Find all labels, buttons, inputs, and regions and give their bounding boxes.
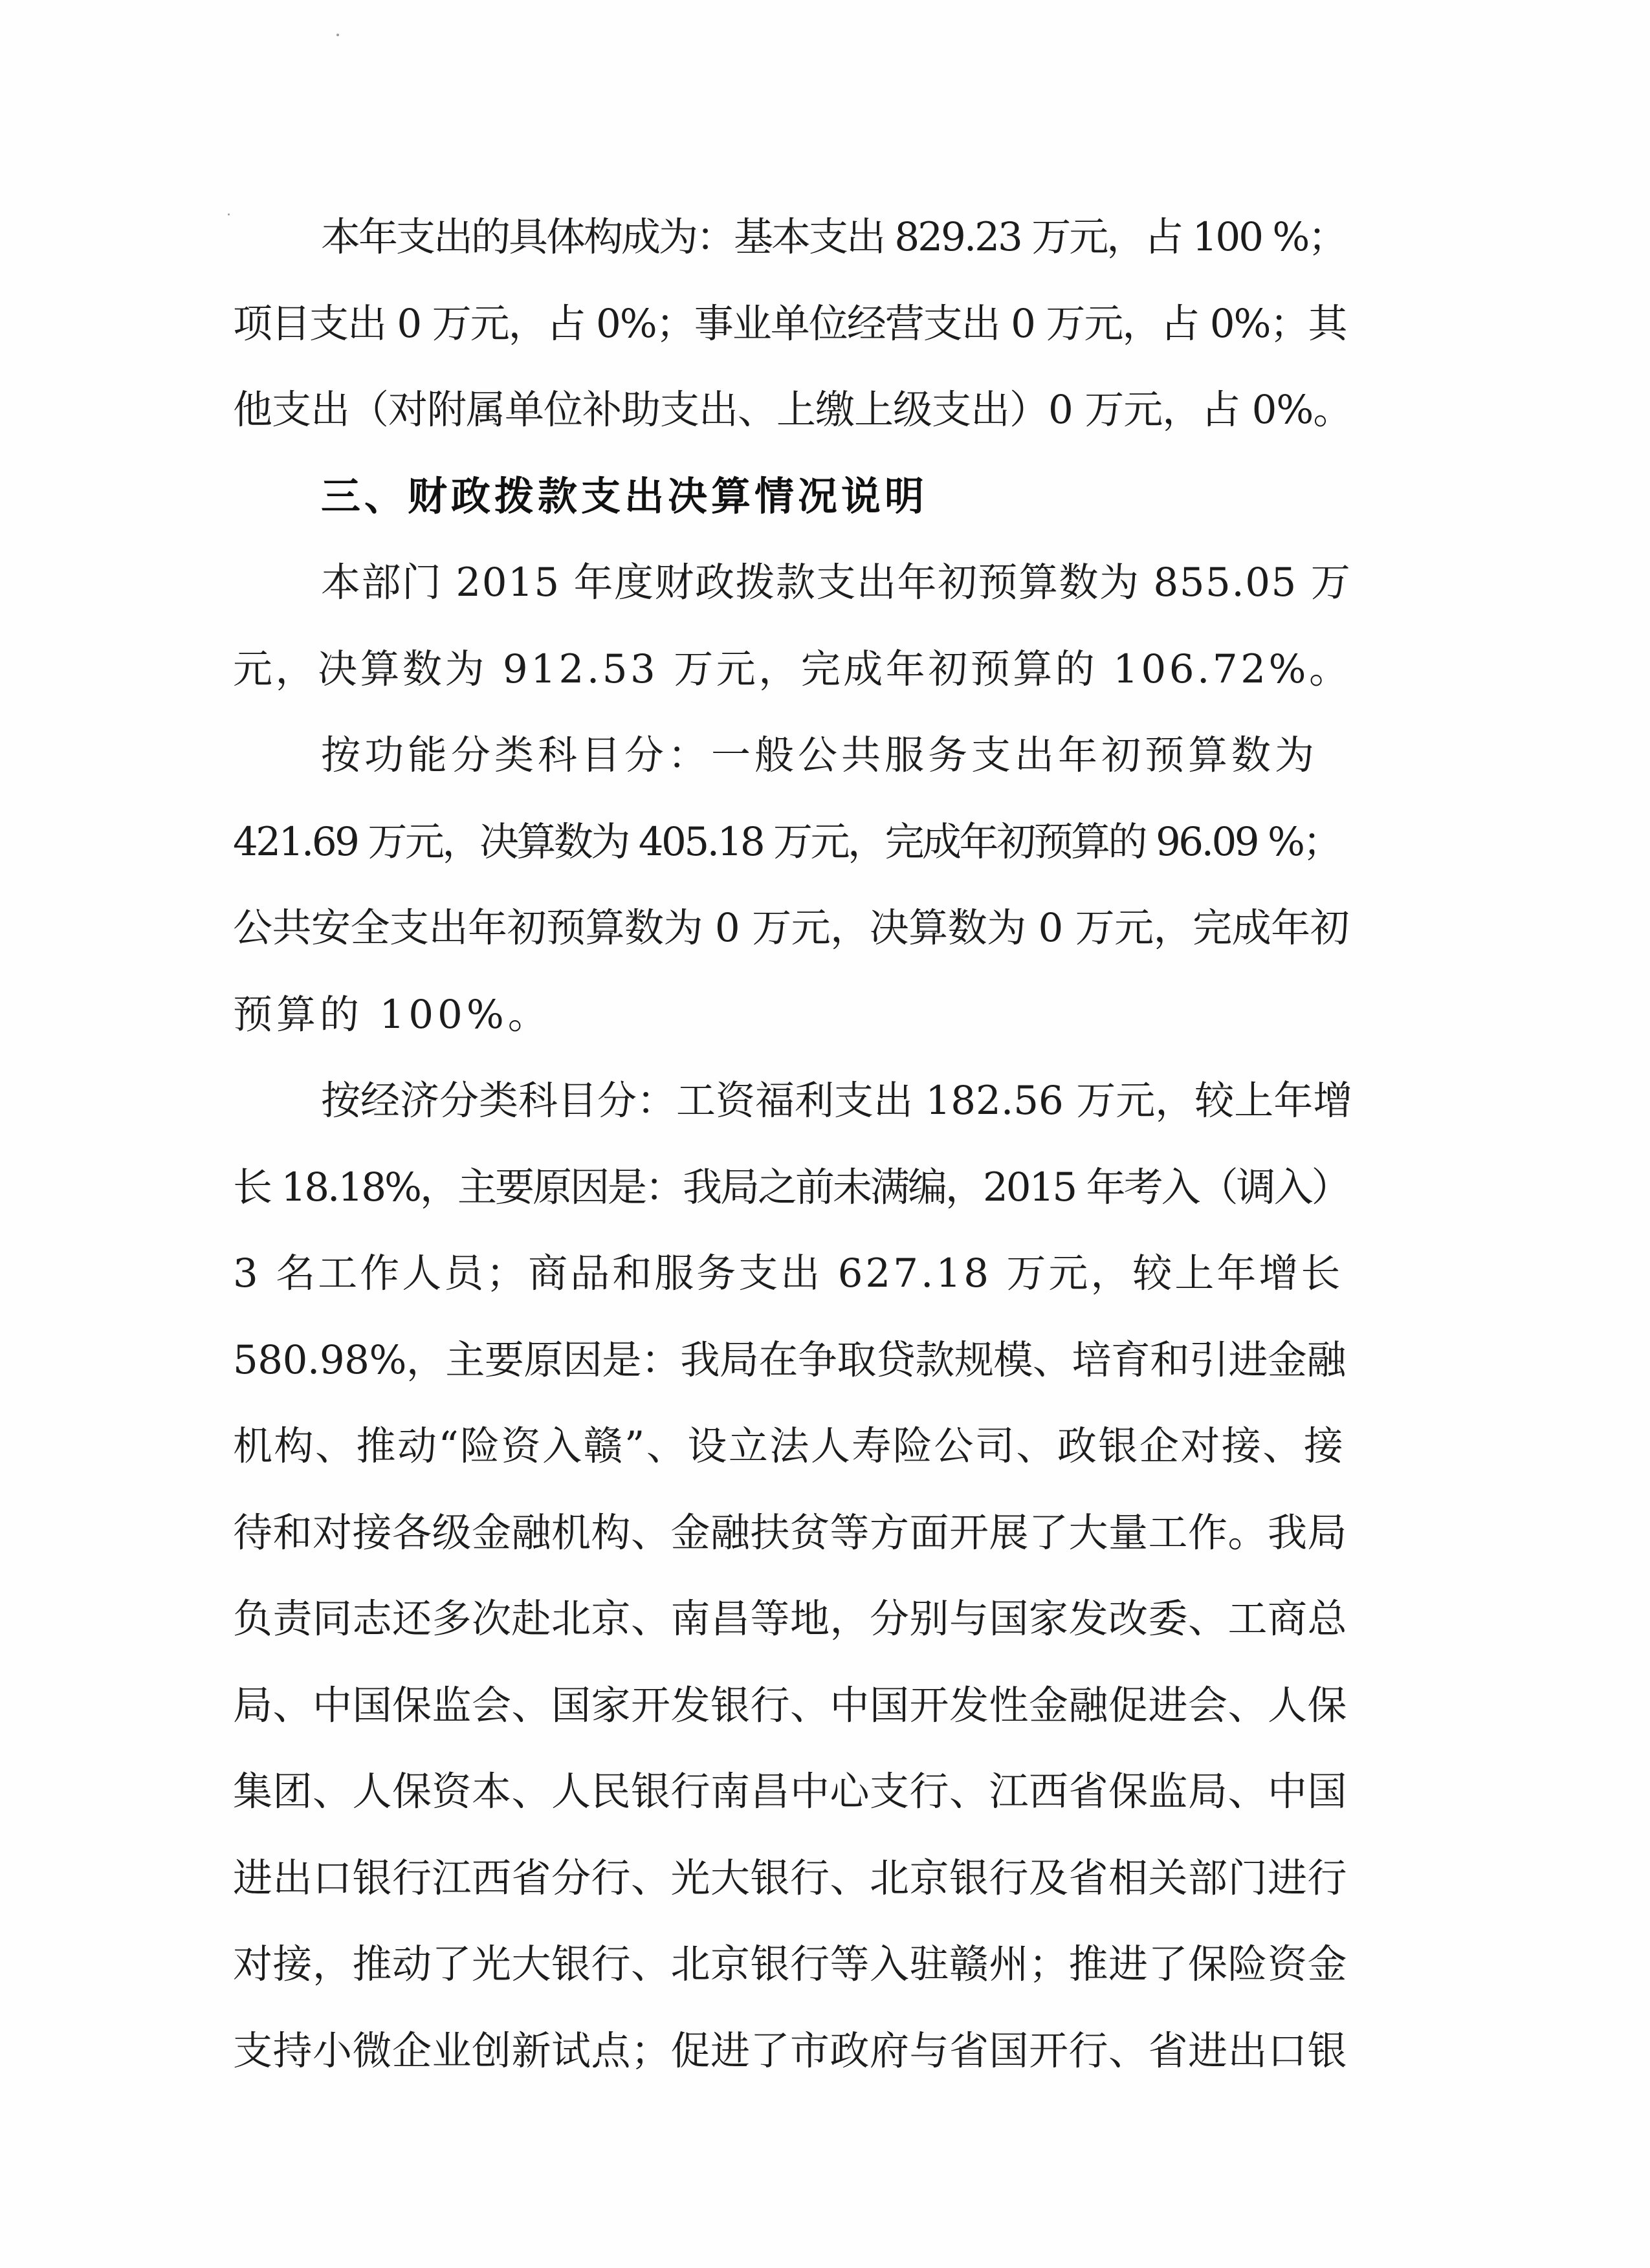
paragraph-line: 按功能分类科目分：一般公共服务支出年初预算数为	[321, 732, 1319, 778]
document-body	[233, 194, 1352, 2094]
scan-speck	[336, 34, 339, 36]
paragraph-line: 支持小微企业创新试点；促进了市政府与省国开行、省进出口银	[233, 2027, 1348, 2074]
paragraph-line: 他支出（对附属单位补助支出、上缴上级支出）0 万元，占 0%。	[233, 387, 1352, 433]
paragraph-line: 对接，推动了光大银行、北京银行等入驻赣州；推进了保险资金	[233, 1941, 1348, 1987]
paragraph-line: 项目支出 0 万元，占 0%；事业单位经营支出 0 万元，占 0%；其	[233, 300, 1347, 347]
paragraph-line: 公共安全支出年初预算数为 0 万元，决算数为 0 万元，完成年初	[233, 905, 1350, 951]
paragraph-line: 3 名工作人员；商品和服务支出 627.18 万元，较上年增长	[233, 1250, 1343, 1296]
paragraph-line: 长 18.18%，主要原因是：我局之前未满编，2015 年考入（调入）	[233, 1164, 1349, 1210]
scan-speck	[228, 213, 230, 215]
paragraph-line: 集团、人保资本、人民银行南昌中心支行、江西省保监局、中国	[233, 1769, 1348, 1815]
paragraph-line: 待和对接各级金融机构、金融扶贫等方面开展了大量工作。我局	[233, 1509, 1348, 1556]
paragraph-line: 本部门 2015 年度财政拨款支出年初预算数为 855.05 万	[321, 560, 1352, 605]
paragraph-line: 按经济分类科目分：工资福利支出 182.56 万元，较上年增	[321, 1078, 1353, 1124]
paragraph-line: 局、中国保监会、国家开发银行、中国开发性金融促进会、人保	[233, 1682, 1348, 1728]
paragraph-line: 元，决算数为 912.53 万元，完成年初预算的 106.72%。	[233, 646, 1352, 692]
section-heading: 三、财政拨款支出决算情况说明	[321, 473, 929, 519]
paragraph-line: 进出口银行江西省分行、光大银行、北京银行及省相关部门进行	[233, 1855, 1348, 1901]
paragraph-line: 预算的 100%。	[233, 991, 551, 1038]
paragraph-line: 580.98%，主要原因是：我局在争取贷款规模、培育和引进金融	[233, 1336, 1346, 1383]
paragraph-line: 机构、推动“险资入赣”、设立法人寿险公司、政银企对接、接	[233, 1423, 1345, 1469]
paragraph-line: 本年支出的具体构成为：基本支出 829.23 万元，占 100 %；	[321, 214, 1346, 260]
paragraph-line: 负责同志还多次赴北京、南昌等地，分别与国家发改委、工商总	[233, 1596, 1348, 1642]
paragraph-line: 421.69 万元，决算数为 405.18 万元，完成年初预算的 96.09 %；	[233, 818, 1340, 865]
